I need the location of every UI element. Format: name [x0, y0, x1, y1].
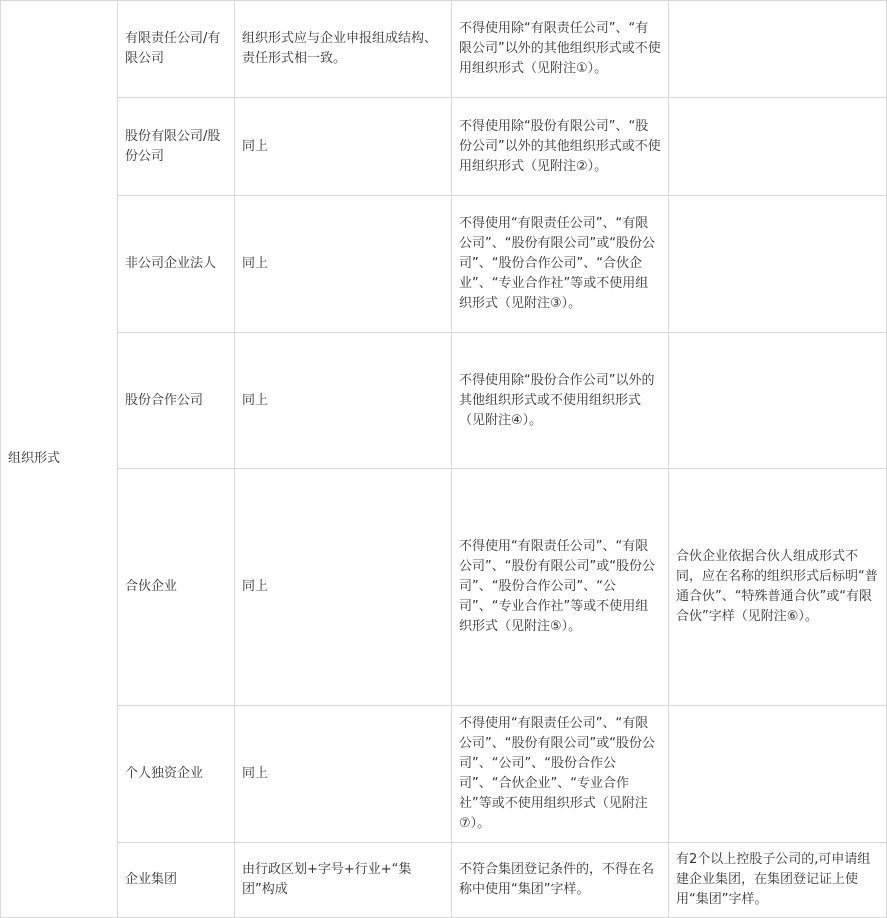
- requirement-cell: 由行政区划+字号+行业+“集团”构成: [235, 843, 452, 918]
- company-type-cell: 个人独资企业: [118, 706, 235, 843]
- requirement-cell: 同上: [235, 706, 452, 843]
- category-cell: 组织形式: [1, 1, 118, 918]
- note-cell: [669, 333, 887, 469]
- requirement-cell: 同上: [235, 196, 452, 333]
- prohibition-cell: 不得使用“有限责任公司”、“有限公司”、“股份有限公司”或“股份公司”、“公司”、“股份合作公司”、“合伙企业”、“专业合作社”等或不使用组织形式（见附注⑦）。: [452, 706, 669, 843]
- table-row: [1, 843, 887, 918]
- note-cell: [669, 1, 887, 98]
- requirement-cell: 同上: [235, 98, 452, 196]
- prohibition-cell: 不得使用除“股份合作公司”以外的其他组织形式或不使用组织形式（见附注④）。: [452, 333, 669, 469]
- note-cell: [669, 196, 887, 333]
- table-row: [1, 706, 887, 843]
- company-type-cell: 有限责任公司/有限公司: [118, 1, 235, 98]
- requirement-cell: 同上: [235, 469, 452, 706]
- company-type-cell: 股份合作公司: [118, 333, 235, 469]
- note-cell: 合伙企业依据合伙人组成形式不同，应在名称的组织形式后标明“普通合伙”、“特殊普通合伙”或“有限合伙”字样（见附注⑥）。: [669, 469, 887, 706]
- note-cell: [669, 98, 887, 196]
- company-type-cell: 企业集团: [118, 843, 235, 918]
- table-row: [1, 196, 887, 333]
- note-cell: [669, 706, 887, 843]
- table-row: [1, 333, 887, 469]
- note-cell: 有2个以上控股子公司的,可申请组建企业集团，在集团登记证上使用“集团”字样。: [669, 843, 887, 918]
- requirement-cell: 组织形式应与企业申报组成结构、责任形式相一致。: [235, 1, 452, 98]
- table-row: [1, 98, 887, 196]
- requirement-cell: 同上: [235, 333, 452, 469]
- prohibition-cell: 不符合集团登记条件的，不得在名称中使用“集团”字样。: [452, 843, 669, 918]
- company-type-cell: 合伙企业: [118, 469, 235, 706]
- table-row: [1, 469, 887, 706]
- company-type-cell: 股份有限公司/股份公司: [118, 98, 235, 196]
- prohibition-cell: 不得使用“有限责任公司”、“有限公司”、“股份有限公司”或“股份公司”、“股份合作公司”、“合伙企业”、“专业合作社”等或不使用组织形式（见附注③）。: [452, 196, 669, 333]
- prohibition-cell: 不得使用除“有限责任公司”、“有限公司”以外的其他组织形式或不使用组织形式（见附注①）。: [452, 1, 669, 98]
- prohibition-cell: 不得使用“有限责任公司”、“有限公司”、“股份有限公司”或“股份公司”、“股份合作公司”、“公司”、“专业合作社”等或不使用组织形式（见附注⑤）。: [452, 469, 669, 706]
- table-row: [1, 1, 887, 98]
- company-type-cell: 非公司企业法人: [118, 196, 235, 333]
- prohibition-cell: 不得使用除“股份有限公司”、“股份公司”以外的其他组织形式或不使用组织形式（见附注②）。: [452, 98, 669, 196]
